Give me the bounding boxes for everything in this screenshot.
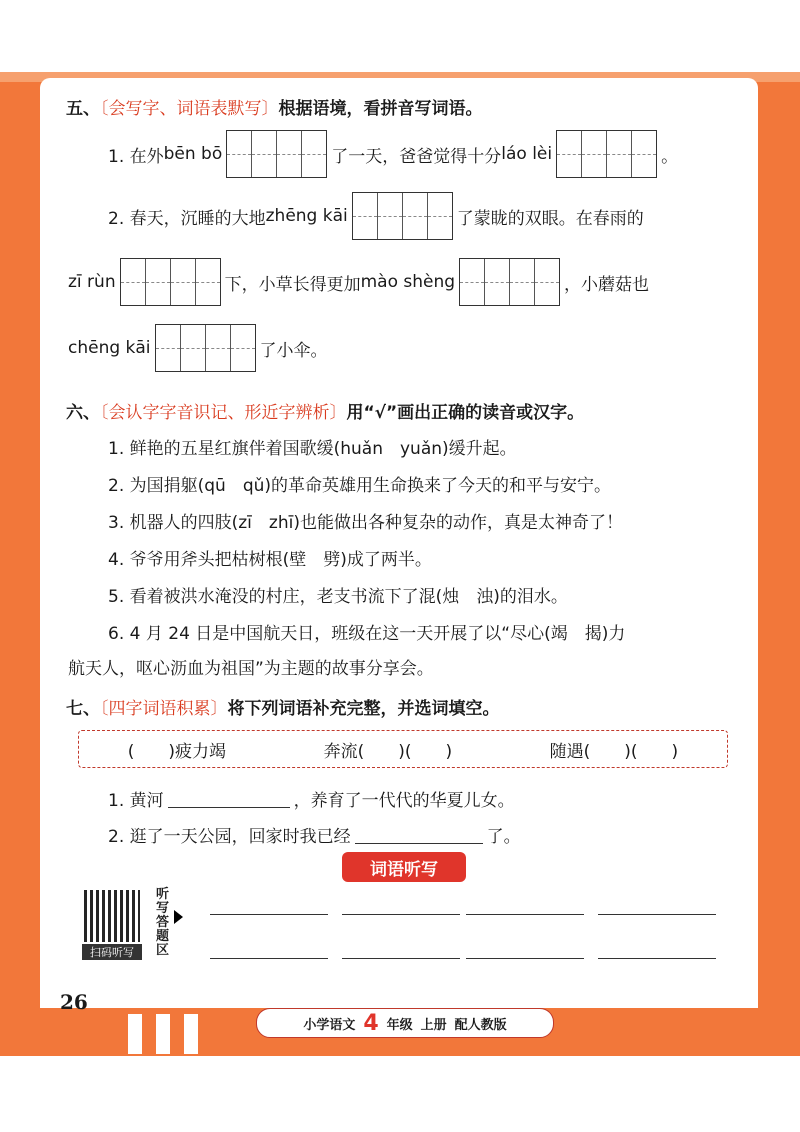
footer-grade-unit: 年级 bbox=[386, 1017, 413, 1033]
q-text: 。 bbox=[661, 146, 679, 167]
dictation-line[interactable] bbox=[598, 958, 716, 959]
footer-grade: 4 bbox=[363, 1010, 379, 1036]
q-text: 了小伞。 bbox=[259, 340, 328, 361]
answer-grid[interactable] bbox=[459, 258, 560, 306]
section5-heading bbox=[66, 94, 483, 119]
dictation-line[interactable] bbox=[466, 958, 584, 959]
section5-tag: 〔会写字、词语表默写〕 bbox=[100, 99, 279, 119]
word-item: 随遇( )( ) bbox=[549, 741, 679, 762]
dictation-line[interactable] bbox=[210, 958, 328, 959]
arrow-right-icon bbox=[174, 910, 183, 924]
pinyin: mào shèng bbox=[360, 272, 456, 292]
page-tab bbox=[128, 1014, 142, 1054]
section7-number: 七、 bbox=[66, 699, 100, 719]
answer-grid[interactable] bbox=[352, 192, 453, 240]
footer-term: 上册 bbox=[420, 1017, 447, 1033]
section6-item: 3. 机器人的四肢(zī zhī)也能做出各种复杂的动作，真是太神奇了！ bbox=[108, 513, 623, 533]
q-text: 了一天，爸爸觉得十分 bbox=[331, 146, 502, 167]
word-bank bbox=[78, 730, 728, 768]
dictation-line[interactable] bbox=[210, 914, 328, 915]
section6-heading bbox=[66, 398, 584, 423]
q-text: 了蒙眬的双眼。在春雨的 bbox=[456, 208, 644, 229]
q-text: 下，小草长得更加 bbox=[224, 274, 361, 295]
page-number: 26 bbox=[60, 990, 88, 1014]
section6-item: 4. 爷爷用斧头把枯树根(壁 劈)成了两半。 bbox=[108, 550, 432, 570]
section5-q1 bbox=[108, 130, 678, 178]
q-text: ，养育了一代代的华夏儿女。 bbox=[293, 791, 515, 811]
section7-q1 bbox=[108, 786, 515, 811]
section6-tag: 〔会认字字音识记、形近字辨析〕 bbox=[100, 403, 347, 423]
section5-q2-line3 bbox=[68, 324, 328, 372]
section7-q2 bbox=[108, 822, 521, 847]
footer-edition: 配人教版 bbox=[454, 1017, 507, 1033]
section5-number: 五、 bbox=[66, 99, 100, 119]
dictation-line[interactable] bbox=[342, 958, 460, 959]
word-item: 奔流( )( ) bbox=[323, 741, 453, 762]
section6-item: 1. 鲜艳的五星红旗伴着国歌缓(huǎn yuǎn)缓升起。 bbox=[108, 439, 517, 459]
pinyin: láo lèi bbox=[501, 144, 553, 164]
section5-q2-line2 bbox=[68, 258, 649, 306]
qr-code-icon[interactable] bbox=[84, 890, 140, 942]
q-text: 1. 黄河 bbox=[108, 791, 164, 811]
section6-item: 6. 4 月 24 日是中国航天日，班级在这一天开展了以“尽心(竭 揭)力 bbox=[108, 624, 626, 644]
answer-grid[interactable] bbox=[226, 130, 327, 178]
dictation-line[interactable] bbox=[598, 914, 716, 915]
section6-item: 2. 为国捐躯(qū qǔ)的革命英雄用生命换来了今天的和平与安宁。 bbox=[108, 476, 612, 496]
footer-label bbox=[256, 1008, 554, 1038]
pinyin: chēng kāi bbox=[68, 338, 151, 358]
pinyin: bēn bō bbox=[163, 144, 223, 164]
section6-number: 六、 bbox=[66, 403, 100, 423]
page-tab bbox=[156, 1014, 170, 1054]
answer-grid[interactable] bbox=[120, 258, 221, 306]
section7-instruction: 将下列词语补充完整，并选词填空。 bbox=[227, 699, 500, 719]
dictation-line[interactable] bbox=[466, 914, 584, 915]
q-text: 了。 bbox=[486, 827, 521, 847]
dictation-line[interactable] bbox=[342, 914, 460, 915]
section5-instruction: 根据语境，看拼音写词语。 bbox=[278, 99, 483, 119]
section5-q2-line1 bbox=[108, 192, 644, 240]
qr-label: 扫码听写 bbox=[82, 944, 142, 960]
pinyin: zī rùn bbox=[68, 272, 116, 292]
footer-subject: 小学语文 bbox=[303, 1017, 356, 1033]
section6-item: 5. 看着被洪水淹没的村庄，老支书流下了混(烛 浊)的泪水。 bbox=[108, 587, 568, 607]
section7-tag: 〔四字词语积累〕 bbox=[100, 699, 228, 719]
word-item: ( )疲力竭 bbox=[127, 741, 227, 762]
section6-instruction: 用“√”画出正确的读音或汉字。 bbox=[346, 403, 585, 423]
page-tab bbox=[184, 1014, 198, 1054]
dictation-side-label: 听写答题区 bbox=[156, 887, 170, 958]
answer-grid[interactable] bbox=[155, 324, 256, 372]
answer-blank[interactable] bbox=[168, 789, 290, 808]
answer-blank[interactable] bbox=[355, 825, 483, 844]
section7-heading bbox=[66, 694, 500, 719]
answer-grid[interactable] bbox=[556, 130, 657, 178]
section6-item-cont: 航天人，呕心沥血为祖国”为主题的故事分享会。 bbox=[68, 659, 434, 679]
q-text: 2. 逛了一天公园，回家时我已经 bbox=[108, 827, 351, 847]
q-text: 2. 春天，沉睡的大地 bbox=[108, 208, 266, 229]
dictation-title: 词语听写 bbox=[342, 852, 466, 882]
pinyin: zhēng kāi bbox=[265, 206, 348, 226]
q-text: ，小蘑菇也 bbox=[564, 274, 650, 295]
q-text: 1. 在外 bbox=[108, 146, 164, 167]
